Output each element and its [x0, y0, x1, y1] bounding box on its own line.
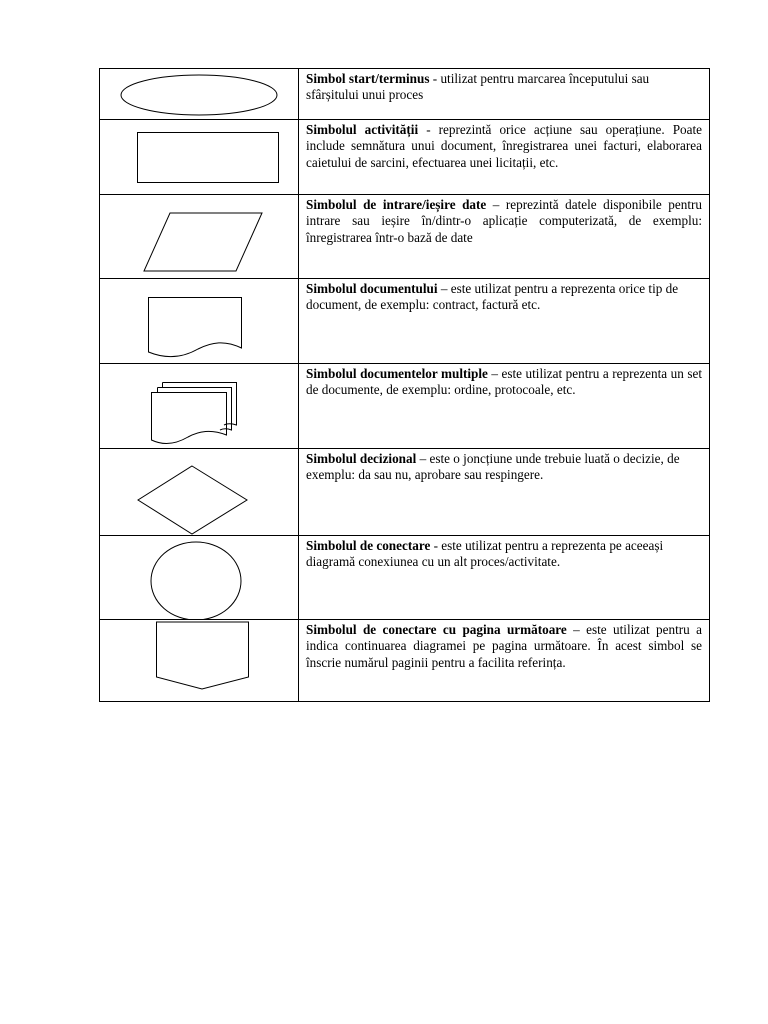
- symbol-term: Simbolul activității: [306, 122, 419, 137]
- symbol-description: – este o joncțiune unde trebuie luată o decizie, de exemplu: da sau nu, aprobare sau respingere.: [306, 451, 680, 483]
- symbol-description: - este utilizat pentru a reprezenta pe aceeași diagramă conexiunea cu un alt proces/activitate.: [306, 538, 664, 570]
- multiple-documents-icon: [100, 365, 298, 448]
- symbol-term: Simbolul de conectare cu pagina următoare: [306, 622, 567, 637]
- table-row: [100, 195, 710, 279]
- description-cell: [299, 449, 710, 536]
- symbol-term: Simbol start/terminus: [306, 71, 430, 86]
- symbol-term: Simbolul decizional: [306, 451, 417, 466]
- symbol-description: – este utilizat pentru a indica continuarea diagramei pe pagina următoare. În acest simbol se înscrie numărul paginii pentru a facilita referința.: [306, 622, 702, 670]
- symbol-term: Simbolul de conectare: [306, 538, 431, 553]
- description-cell: [299, 620, 710, 702]
- description-cell: [299, 279, 710, 364]
- symbol-description: - reprezintă orice acțiune sau operațiune. Poate include semnătura unui document, înregistrarea unei facturi, elaborarea caietului de sarcini, efectuarea unei licitații, etc.: [306, 122, 702, 170]
- parallelogram-io-icon: [100, 196, 298, 278]
- flowchart-symbols-table: [99, 68, 710, 702]
- off-page-connector-icon: [100, 621, 298, 701]
- oval-terminator-icon: [100, 70, 298, 119]
- description-cell: [299, 69, 710, 120]
- description-cell: [299, 364, 710, 449]
- symbol-cell: [100, 620, 299, 702]
- symbol-description: – reprezintă datele disponibile pentru intrare sau ieșire în/dintr-o aplicație computerizată, de exemplu: înregistrarea într-o bază de date: [306, 197, 702, 245]
- symbol-term: Simbolul documentelor multiple: [306, 366, 488, 381]
- symbol-cell: [100, 449, 299, 536]
- symbol-term: Simbolul documentului: [306, 281, 438, 296]
- table-row: [100, 279, 710, 364]
- symbol-description: – este utilizat pentru a reprezenta orice tip de document, de exemplu: contract, factură etc.: [306, 281, 679, 313]
- symbol-cell: [100, 279, 299, 364]
- symbol-cell: [100, 195, 299, 279]
- document-icon: [100, 280, 298, 363]
- symbol-cell: [100, 536, 299, 620]
- diamond-decision-icon: [100, 450, 298, 535]
- table-row: [100, 69, 710, 120]
- table-row: [100, 120, 710, 195]
- description-cell: [299, 536, 710, 620]
- rectangle-process-icon: [100, 121, 298, 194]
- table-row: [100, 364, 710, 449]
- description-cell: [299, 120, 710, 195]
- symbol-cell: [100, 364, 299, 449]
- circle-connector-icon: [100, 537, 298, 619]
- table-row: [100, 620, 710, 702]
- symbol-description: – este utilizat pentru a reprezenta un set de documente, de exemplu: ordine, protocoale, etc.: [306, 366, 703, 398]
- symbol-cell: [100, 69, 299, 120]
- symbol-description: - utilizat pentru marcarea începutului sau sfârșitului unui proces: [306, 71, 650, 103]
- description-cell: [299, 195, 710, 279]
- symbol-cell: [100, 120, 299, 195]
- table-row: [100, 536, 710, 620]
- table-row: [100, 449, 710, 536]
- symbol-term: Simbolul de intrare/ieșire date: [306, 197, 487, 212]
